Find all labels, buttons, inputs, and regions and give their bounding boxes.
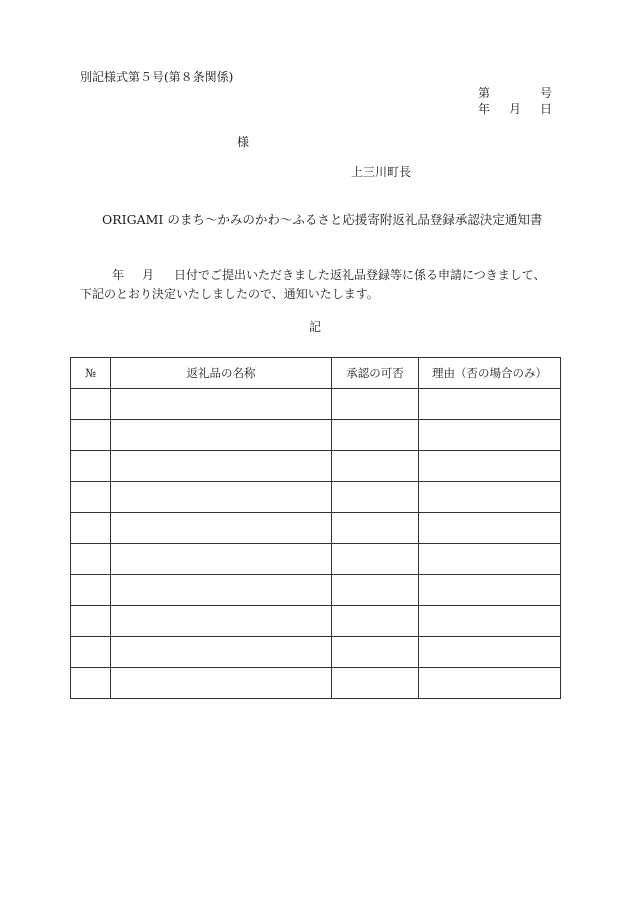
cell-reason [419,606,561,637]
column-header-reason: 理由（否の場合のみ） [419,358,561,389]
document-number-line [478,87,552,99]
cell-number [71,420,111,451]
cell-item-name [111,606,332,637]
cell-approval [332,544,419,575]
cell-reason [419,575,561,606]
cell-number [71,451,111,482]
approval-table [70,357,561,699]
cell-item-name [111,389,332,420]
cell-item-name [111,637,332,668]
body-line-1 [80,269,546,281]
cell-approval [332,606,419,637]
cell-item-name [111,513,332,544]
number-prefix: 第 [478,86,491,100]
cell-reason [419,451,561,482]
cell-approval [332,637,419,668]
cell-approval [332,513,419,544]
column-header-number: № [71,358,111,389]
cell-reason [419,513,561,544]
cell-approval [332,451,419,482]
cell-reason [419,420,561,451]
cell-number [71,668,111,699]
body-year: 年 [112,268,125,282]
cell-item-name [111,420,332,451]
cell-number [71,637,111,668]
table-row [71,451,561,482]
cell-reason [419,482,561,513]
cell-item-name [111,544,332,575]
cell-item-name [111,668,332,699]
cell-reason [419,637,561,668]
date-day: 日 [539,102,552,116]
column-header-item-name: 返礼品の名称 [111,358,332,389]
table-row [71,420,561,451]
cell-number [71,389,111,420]
issue-date-line [478,103,552,115]
table-row [71,606,561,637]
table-row [71,668,561,699]
cell-item-name [111,451,332,482]
cell-approval [332,668,419,699]
number-suffix: 号 [539,86,552,100]
form-reference: 別記様式第５号(第８条関係) [80,70,234,84]
cell-approval [332,575,419,606]
date-year: 年 [478,102,491,116]
column-header-approval: 承認の可否 [332,358,419,389]
date-month: 月 [508,102,521,116]
cell-reason [419,668,561,699]
table-row [71,389,561,420]
cell-number [71,606,111,637]
cell-approval [332,420,419,451]
table-row [71,575,561,606]
table-row [71,637,561,668]
recipient-honorific: 様 [237,135,250,149]
cell-item-name [111,482,332,513]
cell-reason [419,389,561,420]
table-row [71,482,561,513]
body-month: 月 [142,268,155,282]
table-header-row [71,358,561,389]
sender-name: 上三川町長 [351,165,412,179]
table-body [71,389,561,699]
cell-reason [419,544,561,575]
cell-number [71,575,111,606]
table-row [71,513,561,544]
cell-number [71,544,111,575]
cell-approval [332,482,419,513]
note-label: 記 [309,320,322,334]
cell-number [71,482,111,513]
document-title: ORIGAMI のまち～かみのかわ～ふるさと応援寄附返礼品登録承認決定通知書 [102,212,543,227]
body-line-1-text: 日付でご提出いただきました返礼品登録等に係る申請につきまして、 [174,268,546,282]
cell-approval [332,389,419,420]
table-row [71,544,561,575]
cell-number [71,513,111,544]
cell-item-name [111,575,332,606]
body-line-2: 下記のとおり決定いたしましたので、通知いたします。 [80,287,379,301]
